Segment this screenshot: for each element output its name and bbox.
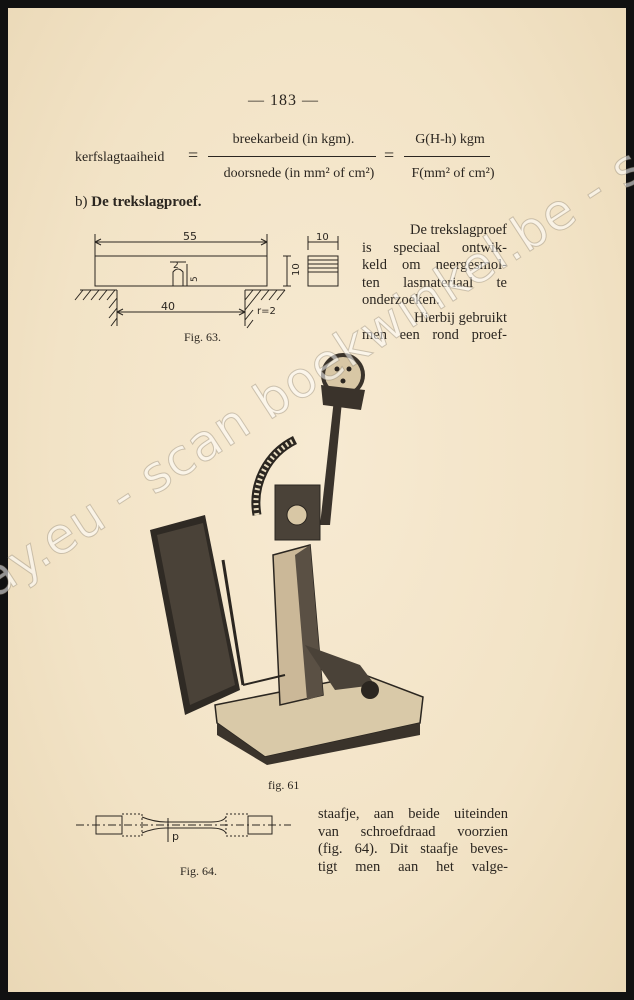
paragraph-line: is speciaal ontwik- [362, 239, 507, 256]
formula-numerator-1: breekarbeid (in kgm). [232, 132, 355, 147]
paragraph-line: (fig. 64). Dit staafje beves- [318, 841, 508, 857]
formula-denominator-2: F(mm² of cm²) [411, 166, 495, 181]
paragraph-line: men een rond proef- [362, 327, 507, 343]
paragraph-line: De trekslagproef [409, 222, 507, 238]
paragraph-line: tigt men aan het valge- [318, 858, 508, 875]
formula-equals-2: = [384, 145, 395, 165]
section-heading [75, 194, 202, 211]
dim-10-horizontal-label: 10 [316, 232, 329, 243]
fraction-bar-1 [208, 156, 376, 157]
dim-10-vertical-label: 10 [291, 263, 302, 276]
page-number: — 183 — [248, 92, 319, 109]
fig61-caption: fig. 61 [268, 778, 300, 792]
dim-2-label: 2 [173, 261, 179, 271]
paragraph-line: staafje, aan beide uiteinden [318, 806, 508, 822]
paragraph-line: Hierbij gebruikt [413, 309, 507, 326]
fig64-caption: Fig. 64. [180, 864, 218, 878]
watermark: ay.eu - scan boekwinkel.be - scan [0, 85, 634, 609]
fig63-drawing [75, 228, 375, 338]
fig64-p-label: p [172, 830, 179, 843]
formula-lhs: kerfslagtaaiheid [75, 150, 165, 165]
section-title: De trekslagproef. [91, 194, 202, 210]
dim-r-label: r=2 [257, 306, 276, 317]
paragraph-line: onderzoeken. [362, 292, 440, 308]
section-label: b) [75, 194, 88, 210]
formula-denominator-1: doorsnede (in mm² of cm²) [223, 166, 375, 181]
fig64-specimen-drawing [76, 808, 291, 848]
fig63-caption: Fig. 63. [184, 330, 222, 344]
fraction-bar-2 [404, 156, 490, 157]
dim-5-label: 5 [190, 276, 200, 282]
paragraph-bottom [318, 806, 508, 876]
paragraph-line: van schroefdraad voorzien [318, 823, 508, 840]
paragraph-line: ten lasmateriaal te [362, 274, 507, 291]
paragraph-line: keld om neergesmol- [362, 257, 507, 273]
formula-equals-1: = [188, 145, 199, 165]
dim-55-label: 55 [183, 230, 197, 243]
dim-40-label: 40 [161, 300, 175, 313]
formula-numerator-2: G(H-h) kgm [415, 132, 485, 147]
